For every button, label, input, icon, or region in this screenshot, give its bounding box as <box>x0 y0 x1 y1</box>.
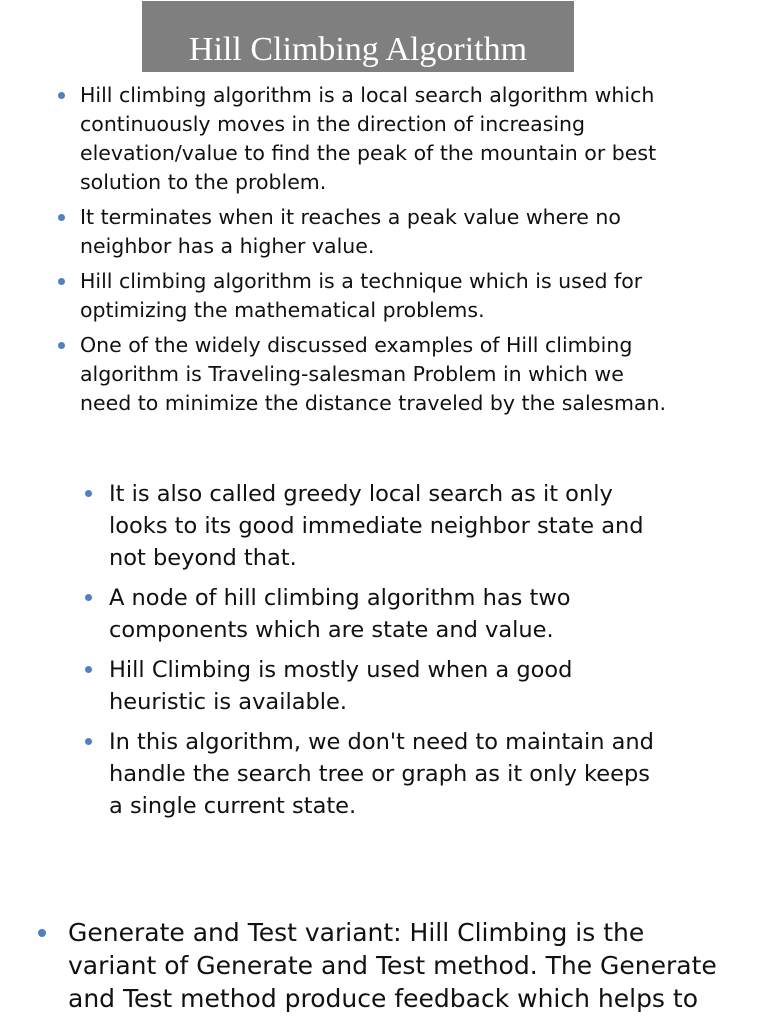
bullet-line: neighbor has a higher value. <box>80 234 375 258</box>
bullet-icon <box>38 929 46 937</box>
bullet-line: and Test method produce feedback which helps to <box>68 984 699 1013</box>
title-banner <box>142 1 574 72</box>
list-item <box>58 331 666 418</box>
bullet-list-properties <box>85 478 654 830</box>
bullet-line: components which are state and value. <box>109 617 554 643</box>
bullet-line: Generate and Test variant: Hill Climbing is the <box>68 918 645 947</box>
bullet-line: elevation/value to find the peak of the mountain or best <box>80 141 657 165</box>
bullet-icon <box>85 738 92 745</box>
bullet-line: algorithm is Traveling-salesman Problem in which we <box>80 362 624 386</box>
bullet-line: variant of Generate and Test method. The Generate <box>68 951 717 980</box>
bullet-line: It terminates when it reaches a peak value where no <box>80 205 621 229</box>
page-title: Hill Climbing Algorithm <box>188 31 528 68</box>
bullet-line: optimizing the mathematical problems. <box>80 298 485 322</box>
bullet-line: A node of hill climbing algorithm has two <box>109 585 571 611</box>
bullet-line: solution to the problem. <box>80 170 327 194</box>
list-item <box>58 203 666 261</box>
bullet-line: handle the search tree or graph as it only keeps <box>109 761 650 787</box>
bullet-icon <box>58 278 65 285</box>
list-item <box>58 81 666 197</box>
bullet-line: looks to its good immediate neighbor state and <box>109 513 644 539</box>
bullet-line: heuristic is available. <box>109 689 348 715</box>
bullet-list-variants <box>38 916 717 1015</box>
list-item <box>85 478 654 574</box>
bullet-line: Hill climbing algorithm is a technique which is used for <box>80 269 643 293</box>
list-item <box>85 726 654 822</box>
bullet-line: One of the widely discussed examples of Hill climbing <box>80 333 633 357</box>
bullet-list-intro <box>58 81 666 424</box>
bullet-line: It is also called greedy local search as it only <box>109 481 613 507</box>
bullet-icon <box>85 490 92 497</box>
list-item <box>58 267 666 325</box>
bullet-line: not beyond that. <box>109 545 297 571</box>
bullet-line: Hill climbing algorithm is a local search algorithm which <box>80 83 655 107</box>
bullet-line: Hill Climbing is mostly used when a good <box>109 657 573 683</box>
bullet-line: continuously moves in the direction of increasing <box>80 112 586 136</box>
list-item <box>85 582 654 646</box>
bullet-icon <box>58 342 65 349</box>
bullet-icon <box>85 666 92 673</box>
bullet-line: a single current state. <box>109 793 357 819</box>
bullet-icon <box>58 214 65 221</box>
list-item <box>85 654 654 718</box>
bullet-icon <box>85 594 92 601</box>
bullet-line: In this algorithm, we don't need to maintain and <box>109 729 654 755</box>
bullet-icon <box>58 92 65 99</box>
list-item <box>38 916 717 1015</box>
bullet-line: need to minimize the distance traveled by the salesman. <box>80 391 666 415</box>
